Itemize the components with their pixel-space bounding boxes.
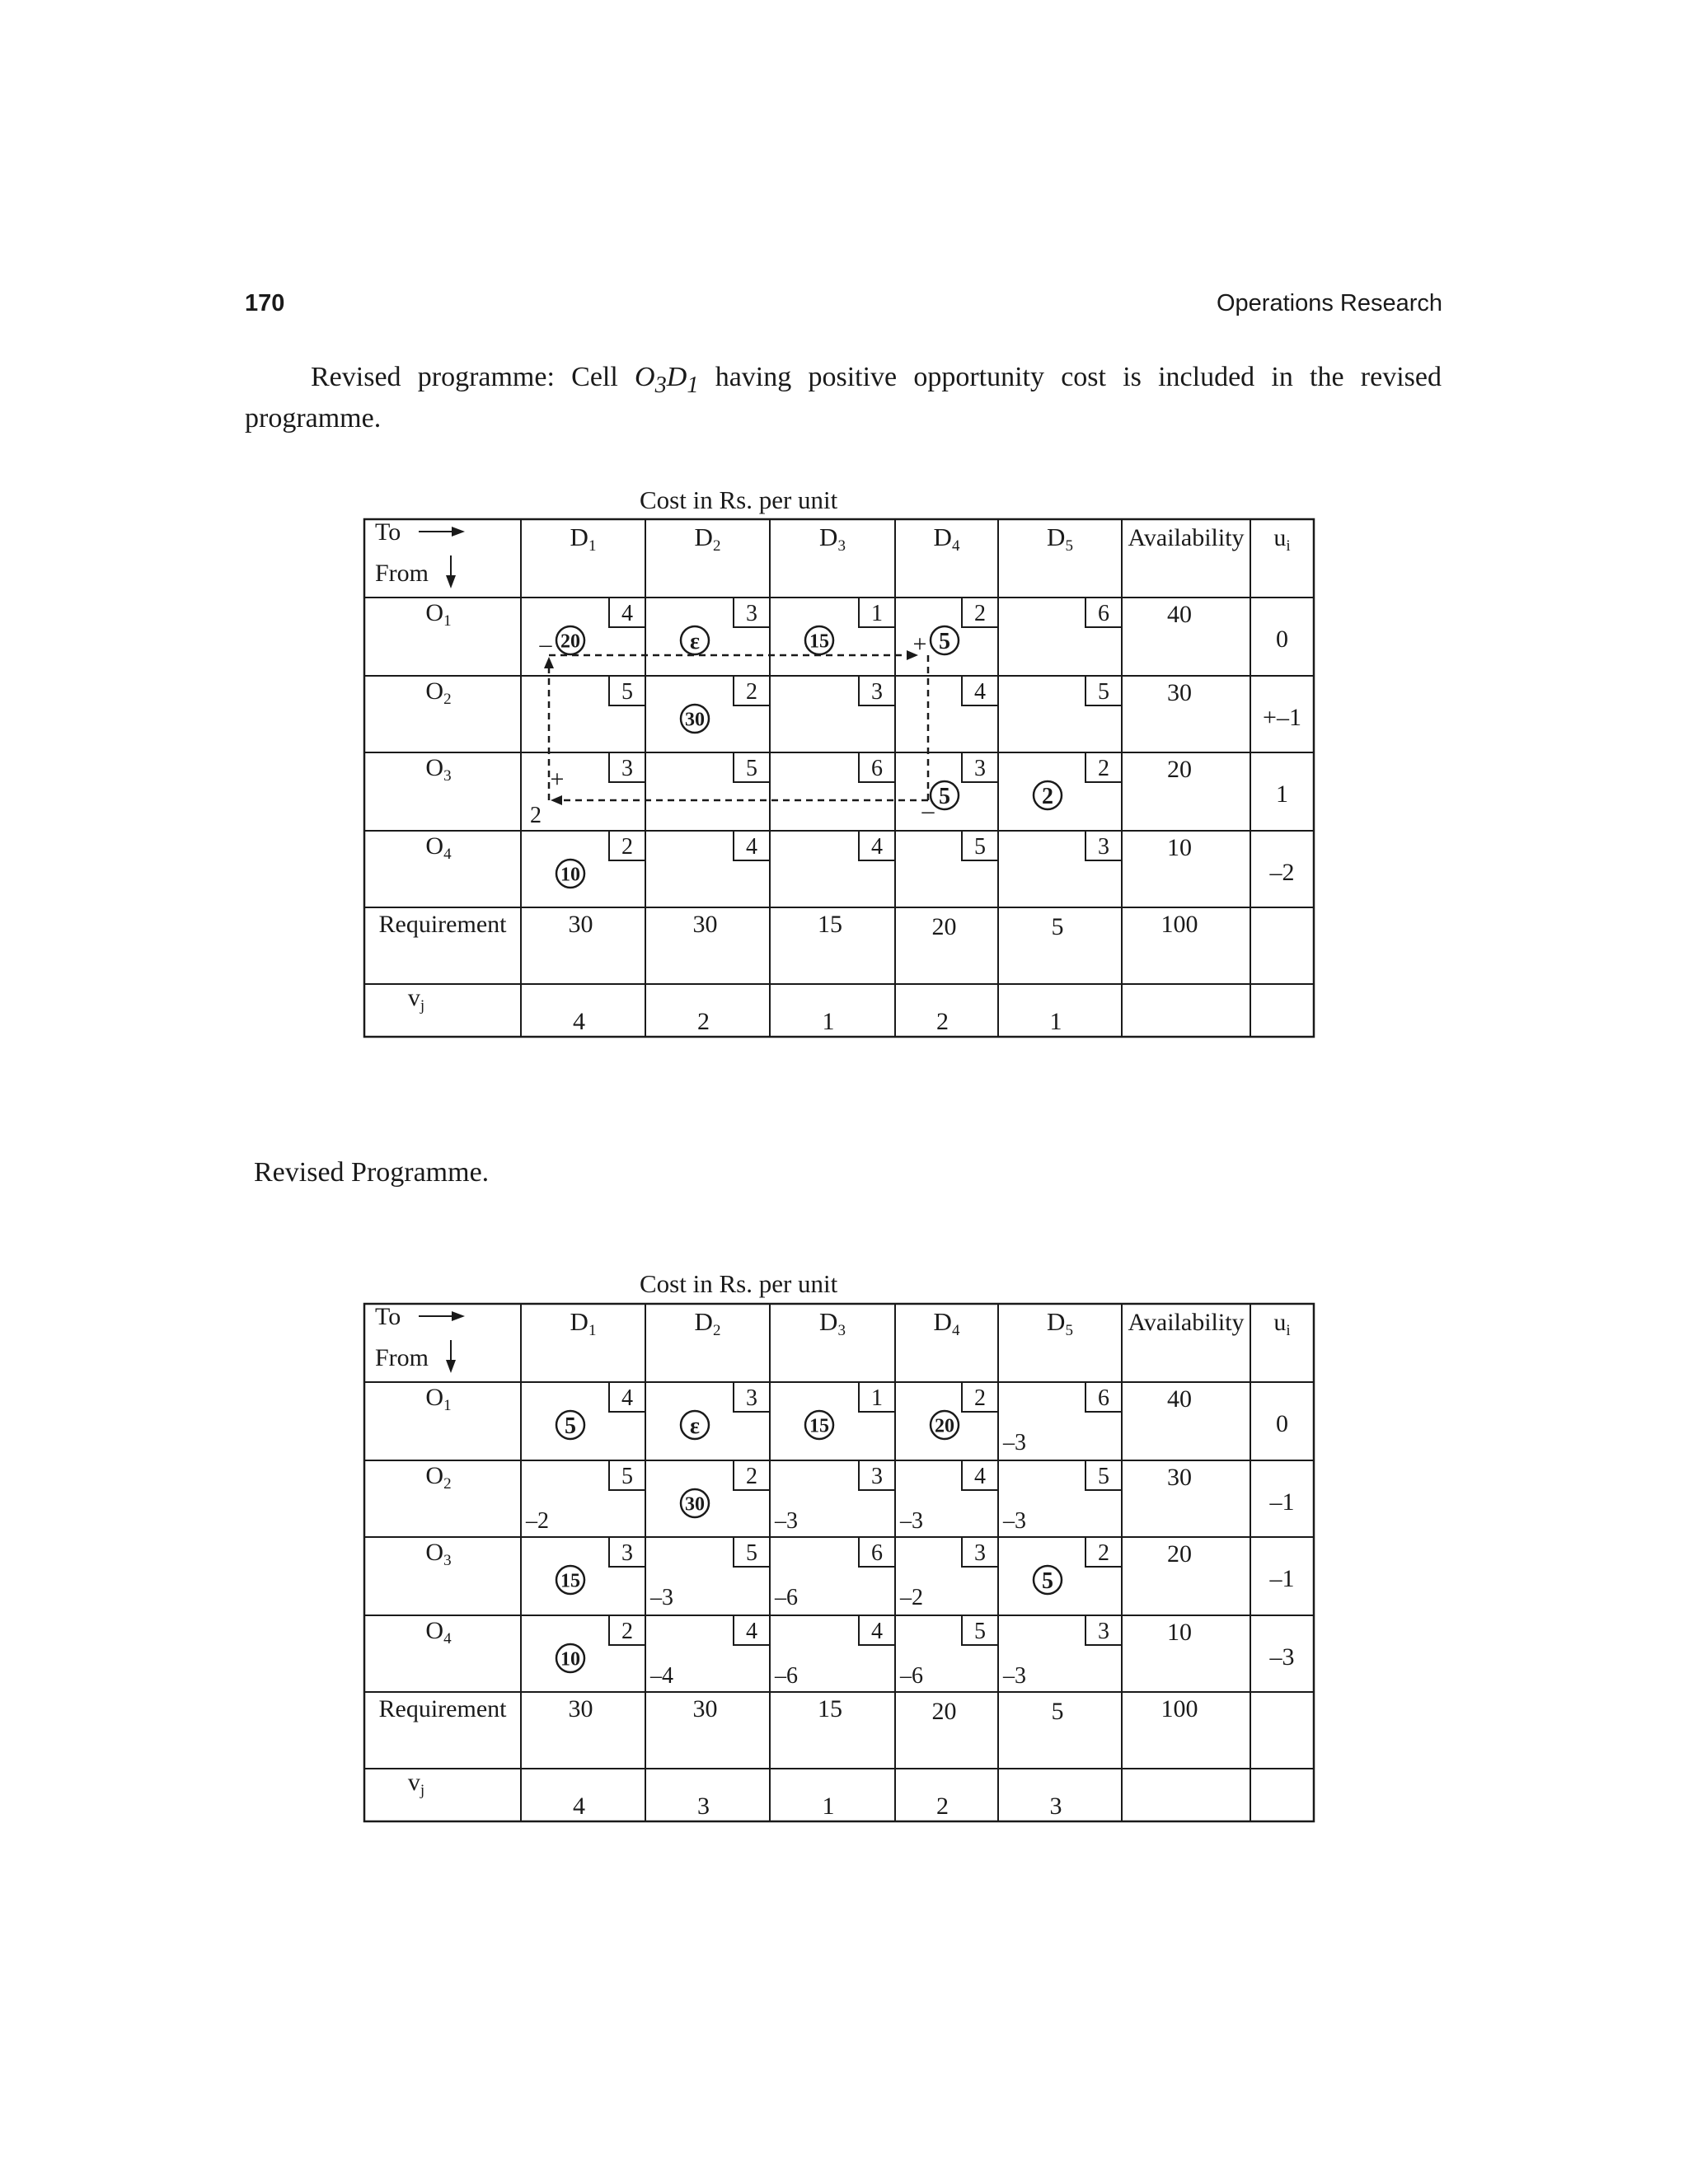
allocation-value: 10 xyxy=(560,1648,580,1671)
opportunity-cost: –3 xyxy=(1003,1663,1026,1689)
vj-value: 3 xyxy=(1049,1793,1062,1820)
allocation-value: 30 xyxy=(685,709,705,731)
unit-cost: 3 xyxy=(1098,1619,1109,1644)
allocation-value: ε xyxy=(690,628,700,654)
section-heading: Revised Programme. xyxy=(254,1157,490,1188)
unit-cost: 2 xyxy=(621,1619,633,1644)
unit-cost: 3 xyxy=(1098,834,1109,860)
availability-value: 40 xyxy=(1167,601,1192,628)
allocation-value: 5 xyxy=(939,783,950,809)
opportunity-cost: –3 xyxy=(650,1585,673,1610)
arrow-right-head-icon xyxy=(452,1311,465,1321)
ui-value: –2 xyxy=(1269,859,1295,886)
row-header-O1: $O_1$ xyxy=(425,1384,452,1414)
vj-value: 4 xyxy=(573,1008,585,1035)
loop-sign: + xyxy=(912,630,927,658)
requirement-value: 5 xyxy=(1051,1698,1064,1725)
allocation-value: 20 xyxy=(560,630,580,653)
allocation-value: 5 xyxy=(1042,1568,1053,1594)
unit-cost: 2 xyxy=(1098,1540,1109,1566)
unit-cost: 6 xyxy=(871,1540,883,1566)
availability-value: 40 xyxy=(1167,1385,1192,1413)
unit-cost: 6 xyxy=(1098,601,1109,626)
entering-quantity: 2 xyxy=(530,803,542,828)
total-value: 100 xyxy=(1160,911,1198,938)
allocation-value: 5 xyxy=(565,1413,576,1439)
unit-cost: 5 xyxy=(621,679,633,705)
ui-header: $u_i$ xyxy=(1273,1309,1291,1339)
unit-cost: 4 xyxy=(974,679,986,705)
requirement-value: 30 xyxy=(692,911,718,938)
column-header-D2: D2 xyxy=(694,523,721,555)
availability-value: 20 xyxy=(1167,1540,1192,1568)
opportunity-cost: –6 xyxy=(775,1663,798,1689)
unit-cost: 2 xyxy=(746,1464,757,1489)
vj-value: 2 xyxy=(697,1008,710,1035)
unit-cost: 5 xyxy=(1098,679,1109,705)
column-header-D5: D5 xyxy=(1047,523,1073,555)
opportunity-cost: –4 xyxy=(650,1663,673,1689)
book-title: Operations Research xyxy=(1216,290,1442,316)
opportunity-cost: –3 xyxy=(775,1508,798,1534)
header-from-label: From xyxy=(375,560,429,587)
unit-cost: 3 xyxy=(871,1464,883,1489)
unit-cost: 1 xyxy=(871,601,883,626)
requirement-label: Requirement xyxy=(378,911,507,938)
column-header-D3: D3 xyxy=(819,1307,846,1339)
unit-cost: 3 xyxy=(621,756,633,781)
unit-cost: 5 xyxy=(974,1619,986,1644)
requirement-value: 30 xyxy=(568,911,593,938)
arrow-down-head-icon xyxy=(446,575,456,588)
unit-cost: 3 xyxy=(871,679,883,705)
availability-header: Availability xyxy=(1128,524,1245,551)
page-number: 170 xyxy=(245,290,285,316)
header-from-label: From xyxy=(375,1344,429,1371)
availability-value: 20 xyxy=(1167,756,1192,783)
allocation-value: 5 xyxy=(939,628,950,654)
ui-value: 1 xyxy=(1276,780,1288,808)
unit-cost: 2 xyxy=(974,601,986,626)
requirement-value: 20 xyxy=(931,1698,957,1725)
intro-cell-ref: $O_3D_1$ xyxy=(635,362,699,398)
opportunity-cost: –2 xyxy=(526,1508,549,1534)
vj-value: 2 xyxy=(936,1793,949,1820)
unit-cost: 4 xyxy=(871,834,883,860)
column-header-D1: D1 xyxy=(570,1307,597,1339)
intro-text-b: having positive opportunity cost is included in the revised programme. xyxy=(245,362,1442,434)
allocation-value: 30 xyxy=(685,1493,705,1516)
allocation-value: 2 xyxy=(1042,783,1053,809)
row-header-O3: $O_3$ xyxy=(425,754,452,785)
unit-cost: 4 xyxy=(871,1619,883,1644)
unit-cost: 2 xyxy=(974,1385,986,1411)
unit-cost: 5 xyxy=(974,834,986,860)
vj-value: 1 xyxy=(822,1793,835,1820)
opportunity-cost: –6 xyxy=(775,1585,798,1610)
allocation-value: 15 xyxy=(809,630,829,653)
unit-cost: 2 xyxy=(746,679,757,705)
requirement-value: 15 xyxy=(818,1695,842,1722)
arrow-down-head-icon xyxy=(446,1360,456,1373)
loop-arrow-icon xyxy=(544,657,554,668)
ui-value: –3 xyxy=(1269,1643,1295,1671)
unit-cost: 5 xyxy=(621,1464,633,1489)
availability-value: 30 xyxy=(1167,679,1192,706)
unit-cost: 5 xyxy=(746,756,757,781)
unit-cost: 3 xyxy=(974,1540,986,1566)
vj-value: 1 xyxy=(822,1008,835,1035)
ui-value: 0 xyxy=(1276,1410,1288,1437)
allocation-value: 15 xyxy=(809,1415,829,1437)
row-header-O4: $O_4$ xyxy=(425,1617,452,1647)
unit-cost: 3 xyxy=(621,1540,633,1566)
arrow-right-head-icon xyxy=(452,527,465,537)
availability-header: Availability xyxy=(1128,1309,1245,1336)
column-header-D3: D3 xyxy=(819,523,846,555)
allocation-value: ε xyxy=(690,1413,700,1439)
vj-value: 2 xyxy=(936,1008,949,1035)
row-header-O3: $O_3$ xyxy=(425,1539,452,1569)
allocation-value: 10 xyxy=(560,864,580,886)
allocation-value: 20 xyxy=(935,1415,954,1437)
table2-caption: Cost in Rs. per unit xyxy=(640,1269,838,1298)
row-header-O2: $O_2$ xyxy=(425,677,452,708)
vj-value: 1 xyxy=(1049,1008,1062,1035)
vj-label: $v_j$ xyxy=(407,984,425,1015)
vj-value: 4 xyxy=(573,1793,585,1820)
unit-cost: 1 xyxy=(871,1385,883,1411)
intro-text-a: Revised programme: Cell xyxy=(311,362,635,392)
column-header-D5: D5 xyxy=(1047,1307,1073,1339)
unit-cost: 3 xyxy=(746,601,757,626)
requirement-value: 5 xyxy=(1051,913,1064,940)
requirement-value: 20 xyxy=(931,913,957,940)
vj-value: 3 xyxy=(697,1793,710,1820)
column-header-D2: D2 xyxy=(694,1307,721,1339)
availability-value: 30 xyxy=(1167,1464,1192,1491)
ui-value: 0 xyxy=(1276,626,1288,653)
loop-sign: + xyxy=(550,766,565,793)
header-to-label: To xyxy=(375,518,401,546)
row-header-O4: $O_4$ xyxy=(425,832,452,863)
column-header-D1: D1 xyxy=(570,523,597,555)
ui-header: $u_i$ xyxy=(1273,524,1291,555)
opportunity-cost: –3 xyxy=(900,1508,923,1534)
opportunity-cost: –6 xyxy=(900,1663,923,1689)
requirement-value: 15 xyxy=(818,911,842,938)
requirement-value: 30 xyxy=(692,1695,718,1722)
column-header-D4: D4 xyxy=(933,523,960,555)
ui-value: –1 xyxy=(1269,1565,1295,1592)
unit-cost: 6 xyxy=(1098,1385,1109,1411)
requirement-label: Requirement xyxy=(378,1695,507,1722)
loop-arrow-icon xyxy=(551,795,562,805)
table1-caption: Cost in Rs. per unit xyxy=(640,485,838,514)
ui-value: –1 xyxy=(1269,1488,1295,1516)
availability-value: 10 xyxy=(1167,1619,1192,1646)
unit-cost: 2 xyxy=(621,834,633,860)
ui-value: +–1 xyxy=(1263,704,1301,731)
header-to-label: To xyxy=(375,1303,401,1330)
row-header-O2: $O_2$ xyxy=(425,1462,452,1493)
vj-label: $v_j$ xyxy=(407,1769,425,1799)
availability-value: 10 xyxy=(1167,834,1192,861)
unit-cost: 6 xyxy=(871,756,883,781)
unit-cost: 4 xyxy=(746,834,757,860)
opportunity-cost: –2 xyxy=(900,1585,923,1610)
column-header-D4: D4 xyxy=(933,1307,960,1339)
total-value: 100 xyxy=(1160,1695,1198,1722)
unit-cost: 5 xyxy=(1098,1464,1109,1489)
requirement-value: 30 xyxy=(568,1695,593,1722)
unit-cost: 5 xyxy=(746,1540,757,1566)
unit-cost: 4 xyxy=(621,601,633,626)
unit-cost: 4 xyxy=(621,1385,633,1411)
opportunity-cost: –3 xyxy=(1003,1430,1026,1455)
unit-cost: 4 xyxy=(974,1464,986,1489)
unit-cost: 4 xyxy=(746,1619,757,1644)
opportunity-cost: –3 xyxy=(1003,1508,1026,1534)
allocation-value: 15 xyxy=(560,1570,580,1592)
loop-sign: – xyxy=(539,630,552,658)
unit-cost: 3 xyxy=(974,756,986,781)
loop-sign: – xyxy=(921,797,935,824)
unit-cost: 2 xyxy=(1098,756,1109,781)
unit-cost: 3 xyxy=(746,1385,757,1411)
row-header-O1: $O_1$ xyxy=(425,599,452,630)
